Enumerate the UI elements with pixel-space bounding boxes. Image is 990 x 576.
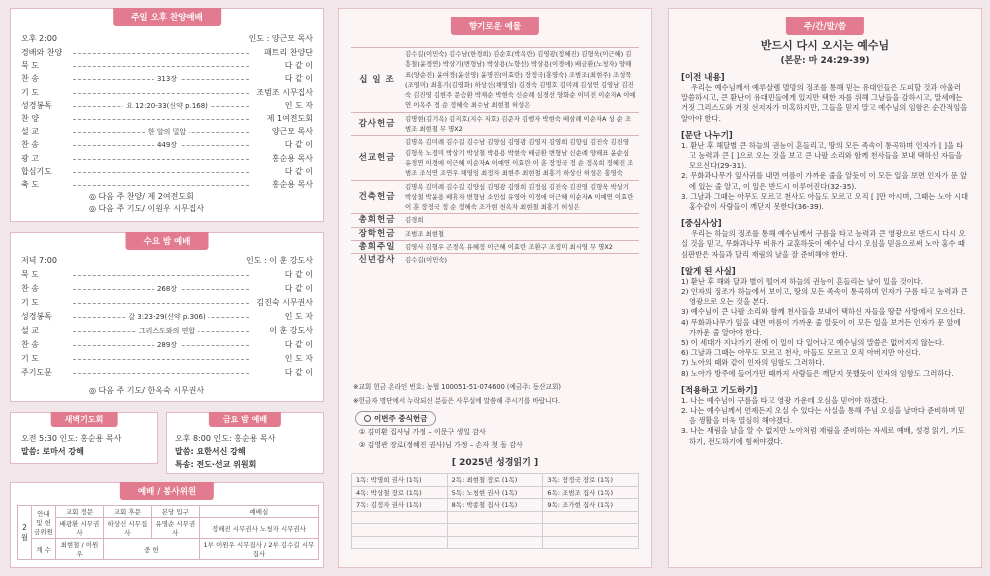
offering-category: 건축헌금 (351, 180, 403, 214)
order-label: 묵 도 (21, 61, 39, 71)
offering-category: 십 일 조 (351, 48, 403, 113)
order-person: 다 같 이 (284, 340, 313, 349)
sermon-list-item: 2) 인자의 징조가 하늘에서 보이고, 땅의 모든 족속이 통곡하며 인자가 구름 타고 능력과 큰 영광으로 오는 것을 본다. (681, 287, 968, 307)
offering-row (351, 136, 639, 180)
dotted-leader (73, 185, 249, 186)
bible-empty-cell (447, 536, 543, 549)
sermon-tag: 주/간/말/씀 (786, 17, 864, 35)
offering-names: 조범조 최현철 (403, 227, 639, 240)
vol-r1-2: 유명순 시무권사 (151, 518, 199, 539)
offering-names: 김수길(이민숙) 김수남(한경희) 김순호(박옥란) 김영광(정혜진) 김형욱(이근혜) 김흥철(윤경연) 박상기(변형남) 박상용(노향선) 박상용(이경애) 배금환(노청자) 양해표(양순진) 윤여경(윤선영) 윤명진(이효란) 장정국(홍영숙) 조범조(최현주) 조성묵(조영미) 최홍기(김영화) 하상신(채영임) 김경숙 김명호 김미례 김성연 김영남 김진숙 김진영 김현주 문승환 박재순 박현숙 신순례 심경선 양화순 이미진 이순자A 이예연 이옥주 정 순 정혜숙 최수남 최현철 허성은 (403, 48, 639, 113)
bible-cell: 2독: 최현철 장로 (1독) (447, 474, 543, 487)
order-person: 양근모 목사 (271, 127, 313, 137)
offering-category: 총회주일 (351, 241, 403, 254)
sermon-s4-list (681, 277, 969, 379)
offering-row (351, 180, 639, 214)
order-person: 다 같 이 (284, 284, 313, 293)
order-row (21, 113, 313, 125)
order-label: 성경봉독 (21, 312, 52, 321)
vol-count-label: 계 수 (32, 539, 56, 560)
bible-cell: 6독: 조범조 집사 (1독) (543, 486, 639, 499)
order-row (21, 179, 313, 191)
vol-pray-label: 중 헌 (103, 539, 199, 560)
offering-row (351, 214, 639, 227)
order-row (21, 283, 313, 295)
bible-cell: 8독: 박종철 집사 (1독) (447, 499, 543, 512)
bible-cell: 4독: 박상철 장로 (1독) (352, 486, 448, 499)
sermon-list-item: 1. 나는 예수님이 구름을 타고 영광 가운데 오심을 믿어야 하겠다. (681, 395, 888, 405)
order-person: 패트리 찬양단 (264, 48, 313, 57)
order-label: 광 고 (21, 153, 39, 163)
bible-reading-title: [ 2025년 성경읽기 ] (451, 458, 539, 468)
sermon-s3-title: [중심사상] (681, 219, 722, 230)
order-person: 조범조 시무집사 (256, 87, 313, 97)
sermon-list-item: 3) 예수님이 큰 나팔 소리와 함께 천사들을 보내어 택하신 자들을 땅끝 사방에서 모으신다. (681, 307, 966, 317)
bible-reading-table (351, 473, 639, 549)
order-label: 찬 송 (21, 140, 39, 150)
vol-month: 2월 (18, 506, 32, 560)
order-row (21, 60, 313, 72)
offering-row (351, 48, 639, 113)
bible-cell: 5독: 노청현 권사 (1독) (447, 486, 543, 499)
order-row (21, 166, 313, 178)
sunday-pm-title: 주일 오후 찬양예배 (113, 8, 221, 26)
sunday-next-prayer: ◎ 다음 주 기도/ 이원우 시무집사 (89, 204, 205, 213)
offering-column (338, 8, 652, 568)
order-row (21, 353, 313, 365)
dotted-leader (73, 359, 249, 360)
sermon-list-item: 1) 환난 후 해와 달과 별이 떨어져 하늘의 권능이 흔들리는 날이 있을 것이다. (681, 276, 924, 286)
order-person: 홍순용 목사 (271, 153, 313, 163)
order-row (21, 87, 313, 99)
vol-r2-1: 1부 이원우 시무집사 (203, 541, 262, 549)
volunteer-box (10, 482, 324, 568)
vol-r2-1-2: 1부 이원우 시무집사 / 2부 김수길 시무집사 (199, 539, 318, 560)
order-row (21, 73, 313, 85)
sermon-list-item: 7) 노아의 때와 같이 인자의 임함도 그러하다. (681, 358, 825, 368)
order-label: 찬 송 (21, 284, 39, 293)
friday-title: 금요 밤 예배 (209, 412, 281, 427)
offering-names: 김경희 (403, 214, 639, 227)
friday-line2: 말씀: 요한서신 강해 (175, 447, 246, 456)
vol-r2-2: 2부 김수길 시무집사 (252, 541, 315, 558)
vol-r1-3: 정해진 시무권사 노청자 시무권사 (199, 518, 318, 539)
order-label: 기 도 (21, 298, 39, 307)
sunday-next-praise: ◎ 다음 주 찬양/ 제 2여전도회 (89, 192, 194, 201)
offering-title: 향기로운 예물 (451, 17, 539, 35)
week-lunch-item-1: ② 김영관 장로(정혜진 권사)님 가정 – 손자 첫 돌 감사 (359, 441, 523, 449)
week-lunch-title: 이번주 중식헌금 (374, 414, 428, 423)
order-detail: 289장 (154, 339, 180, 351)
order-row (21, 153, 313, 165)
offering-category: 선교헌금 (351, 136, 403, 180)
dotted-leader (73, 53, 249, 54)
order-person: 다 같 이 (284, 74, 313, 84)
order-detail: 449장 (154, 139, 180, 151)
order-row (21, 339, 313, 351)
dotted-leader (73, 172, 249, 173)
order-label: 설 교 (21, 326, 39, 335)
offering-row (351, 112, 639, 136)
dotted-leader (73, 159, 249, 160)
sermon-list-item: 5) 이 세대가 지나가기 전에 이 일이 다 일어나고 예수님의 말씀은 없어지지 않는다. (681, 338, 945, 348)
sermon-s4-title: [알게 된 사실] (681, 266, 736, 277)
week-lunch-item-0: ① 김미환 집사님 가정 – 이문구 생일 감사 (359, 428, 486, 436)
sermon-s2-title: [문단 나누기] (681, 130, 733, 141)
bible-empty-cell (352, 511, 448, 524)
offering-category: 신년감사 (351, 254, 403, 267)
offering-category: 감사헌금 (351, 112, 403, 136)
order-person: 다 같 이 (284, 368, 313, 377)
sermon-s1-title: [이전 내용] (681, 73, 725, 83)
order-label: 주기도문 (21, 368, 52, 377)
order-label: 찬 송 (21, 74, 39, 84)
order-row (21, 126, 313, 138)
order-label: 기 도 (21, 354, 39, 363)
dotted-leader (73, 373, 249, 374)
volunteer-table (17, 505, 319, 560)
bible-cell: 3독: 장정국 장로 (1독) (543, 474, 639, 487)
offering-row (351, 254, 639, 267)
order-detail: 313장 (154, 73, 180, 85)
dawn-line1: 오전 5:30 인도: 홍순용 목사 (21, 434, 122, 443)
offering-names: 김명옥 김미례 김수길 김수남 김양심 김영광 김영지 김영희 김향심 김진숙 김진영 김형욱 노정미 박상기 박상철 박용용 박현숙 배금환 변형남 신순례 양해표 윤순심 유경연 이경애 이근혜 이순자A 이예연 이효란 이 훈 장정국 정 순 정옥희 정혜진 조범조 조석연 조연우 채영임 최정자 최현주 최현철 최홍기 하상신 허성은 홍영숙 (403, 136, 639, 180)
order-label: 찬 송 (21, 340, 39, 349)
sermon-list-item: 6) 그날과 그때는 아무도 모르고 천사, 아들도 모르고 오직 아버지만 아신다. (681, 348, 921, 358)
bible-empty-cell (543, 524, 639, 537)
sermon-column (668, 8, 982, 568)
offering-names: 김수길(이민숙) (403, 254, 639, 267)
order-detail: 268장 (154, 283, 180, 295)
order-label: 축 도 (21, 180, 39, 189)
order-person: 제 1여전도회 (266, 114, 313, 123)
order-person: 인 도 자 (284, 354, 313, 363)
sermon-s1: 우리는 예수님께서 예루살렘 멸망의 징조를 통해 믿는 유대인들은 도피할 것과 아울러 말씀하시고, 큰 환난이 유대민들에게 있지만 택한 자를 위해 그날들을 감하시고, 말세에는 거짓 그리스도와 거짓 선지자가 미혹하지만, 그들을 믿지 말고 예수님의 임함은 순간적임을 알아야 한다. (681, 83, 968, 123)
week-lunch-title-wrap (355, 411, 436, 426)
vol-h2: 본당 입구 (151, 506, 199, 518)
order-person: 김진숙 시무권사 (256, 298, 313, 307)
friday-line1: 오후 8:00 인도: 홍순용 목사 (175, 434, 276, 443)
bible-cell: 1독: 박명희 권사 (1독) (352, 474, 448, 487)
offering-names: 김영사 김형우 곤경옥 유혜정 이근혜 이효란 조환구 조정미 최시영 무 명X2 (403, 241, 639, 254)
dawn-title: 새벽기도회 (51, 412, 118, 427)
sermon-s5-title: [적용하고 기도하기] (681, 385, 758, 396)
order-detail: 갈 3:23-29(신약 p.306) (125, 311, 208, 323)
wednesday-box (10, 232, 324, 402)
vol-h1: 교회 후문 (103, 506, 151, 518)
order-label: 설 교 (21, 127, 39, 137)
vol-h3: 예배실 (199, 506, 318, 518)
volunteer-title: 예배 / 봉사위원 (120, 482, 214, 500)
bible-cell: 7독: 김정자 권사 (1독) (352, 499, 448, 512)
order-label: 기 도 (21, 87, 39, 97)
sunday-pm-box (10, 8, 324, 222)
offering-names: 김명현(김기옥) 김지호(지수 지호) 김준자 김행자 박현숙 배삼례 이순자A 성 순 조범조 최현철 무 명X2 (403, 112, 639, 136)
order-row (21, 297, 313, 309)
order-label: 성경봉독 (21, 100, 52, 110)
wed-next-prayer: ◎ 다음 주 기도/ 한옥숙 시무권사 (89, 386, 205, 395)
bible-empty-cell (352, 536, 448, 549)
sermon-list-item: 8) 노아가 방주에 들어가던 때까지 사람들은 깨닫지 못했듯이 인자의 임함도 그러하다. (681, 368, 954, 378)
order-person: 다 같 이 (284, 166, 313, 176)
dotted-leader (73, 275, 249, 276)
sermon-list-item: 3. 나는 재림을 날을 알 수 없지만 노아처럼 재림을 준비하는 자세로 예배, 성경 읽기, 기도하기, 전도하기에 힘써야겠다. (681, 426, 965, 446)
offering-row (351, 241, 639, 254)
order-person: 다 같 이 (284, 270, 313, 279)
sermon-s5-list (681, 396, 969, 447)
offering-row (351, 227, 639, 240)
order-label: 합심기도 (21, 166, 52, 176)
dawn-prayer-box (10, 412, 158, 464)
dawn-line2: 말씀: 로마서 강해 (21, 447, 84, 456)
order-row (21, 100, 313, 112)
order-row (21, 139, 313, 151)
wed-time: 저녁 7:00 (21, 256, 57, 265)
sermon-list-item: 2. 나는 예수님께서 언제든지 오실 수 있다는 사실을 통해 주님 오심을 날마다 준비하며 믿음 생활을 더욱 열심히 해야겠다. (681, 406, 965, 426)
sermon-title: 반드시 다시 오시는 예수님 (760, 39, 890, 52)
wed-time-row (21, 255, 313, 267)
bible-cell: 9독: 조가현 집사 (1독) (543, 499, 639, 512)
offering-category: 장학헌금 (351, 227, 403, 240)
order-label: 경배와 찬양 (21, 48, 63, 57)
sermon-list-item: 2. 무화과나무가 잎사귀를 내면 여름이 가까운 줄을 알듯이 이 모든 일을 보면 인자가 문 앞에 있는 줄 알고, 이 일은 반드시 이루어진다(32-35). (681, 171, 968, 191)
bible-empty-cell (543, 536, 639, 549)
sermon-list-item: 1. 환난 후 해달별 큰 하늘의 권능이 흔들리고, 땅의 모든 족속이 통곡하며 인자가 [ ]을 타고 능력과 큰 [ ]으로 오는 것을 보고 큰 나팔 소리와 함께 천사들을 보내 택하신 자들을 모으신다(29-31). (681, 140, 964, 171)
order-detail: 한 알의 밀알 (145, 126, 189, 138)
sermon-s2-list (681, 141, 969, 212)
order-label: 찬 양 (21, 114, 39, 123)
sermon-ref: (본문: 마 24:29-39) (780, 56, 870, 66)
vol-r1-0: 배광환 시무권사 (56, 518, 104, 539)
wednesday-title: 수요 밤 예배 (126, 232, 209, 250)
order-detail: 그리스도와의 연합 (136, 325, 198, 337)
dotted-leader (73, 66, 249, 67)
vol-h0: 교회 정문 (56, 506, 104, 518)
dotted-leader (73, 303, 249, 304)
order-row (21, 47, 313, 59)
order-label: 묵 도 (21, 270, 39, 279)
sermon-list-item: 3. 그날과 그때는 아무도 모르고 천사도 아들도 모르고 오직 [ ]만 아시며, 그때는 노아 시대 홍수같이 사람들이 깨닫지 못한다(36-39). (681, 191, 969, 212)
dotted-leader (73, 119, 249, 120)
sermon-list-item: 4) 무화과나무가 잎을 내면 여름이 가까운 줄 알듯이 이 모든 일을 보거든 인자가 문 앞에 가까운 줄 알아야 한다. (681, 317, 961, 337)
circle-icon (364, 415, 371, 422)
wed-leader: 인도 : 이 훈 강도사 (246, 256, 313, 265)
order-row (21, 311, 313, 323)
order-row (21, 325, 313, 337)
dotted-leader (73, 93, 249, 94)
sermon-s3: 우리는 하늘의 징조를 통해 예수님께서 구름을 타고 능력과 큰 영광으로 반드시 다시 오실 것을 믿고, 무화과나무 비유가 교훈하듯이 예수님 다시 오심을 믿음으로써 노아 홍수 때 심판받은 자들과 달리 재림의 날을 잘 준비해야 한다. (681, 229, 966, 259)
bible-empty-cell (352, 524, 448, 537)
order-person: 다 같 이 (284, 140, 313, 150)
offering-names: 김명옥 김미례 김수길 김양심 김영광 김영희 김정심 김진숙 김진영 김형욱 박상기 박상철 박윤용 배휴자 변형남 소민섭 유영아 이경애 이근혜 이순자A 이예연 이효란 이 훈 장정국 정 순 정혜숙 조가현 천옥자 최현철 최홍기 허성은 (403, 180, 639, 214)
order-person: 홍순용 목사 (271, 180, 313, 189)
order-person: 이 훈 강도사 (269, 326, 313, 335)
friday-box (166, 412, 324, 474)
friday-line3: 특송: 전도·선교 위원회 (175, 460, 257, 469)
vol-r1-1: 하상신 시무집사 (103, 518, 151, 539)
bible-empty-cell (447, 524, 543, 537)
order-row (21, 367, 313, 379)
vol-guide-label: 안내 및 헌금위원 (32, 506, 56, 539)
sunday-pm-time-row (21, 33, 313, 45)
bible-empty-cell (543, 511, 639, 524)
offering-table (351, 47, 639, 267)
order-row (21, 269, 313, 281)
order-person: 인 도 자 (284, 100, 313, 110)
order-detail: 요 12:20-33(신약 p.168) (123, 100, 211, 112)
left-column (10, 8, 324, 568)
sunday-pm-time: 오후 2:00 (21, 34, 57, 43)
order-person: 다 같 이 (284, 61, 313, 71)
bible-empty-cell (447, 511, 543, 524)
sunday-pm-leader: 인도 : 양근모 목사 (248, 34, 313, 43)
offering-note: ※헌금자 명단에서 누락되신 분들은 사무실에 말씀해 주시기를 바랍니다. (353, 397, 561, 405)
order-person: 인 도 자 (284, 312, 313, 321)
offering-account: ※교회 헌금 온라인 번호: 농협 100051-51-074600 (예금주: 동산교회) (353, 383, 561, 391)
vol-r2-0: 최현철 / 이원우 (56, 539, 104, 560)
offering-category: 총회헌금 (351, 214, 403, 227)
